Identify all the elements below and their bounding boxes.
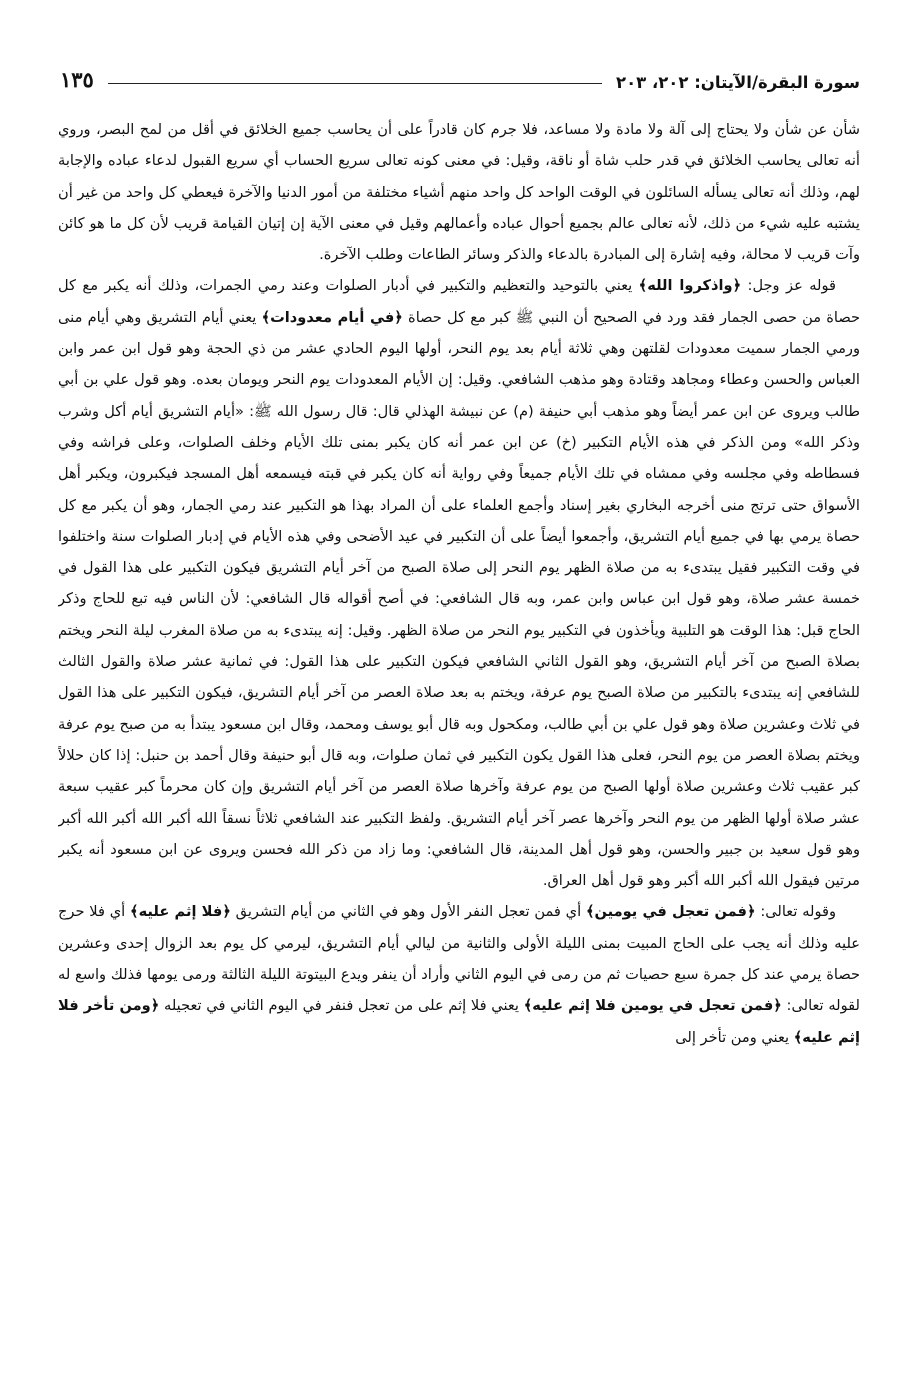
text-segment: أي فلا حرج عليه وذلك أنه يجب على الحاج المبيت بمنى الليلة الأولى والثانية من ليالي أيام التشريق، ليرمي كل يوم بعد الزوال إحدى وعشرين حصاة يرمي عند كل جمرة سبع حصيات ثم من رمى في اليوم الثاني وأراد أن ينفر ويدع البيتوتة الليلة الثالثة ورمى يومها فذلك واسع له لقوله تعالى: — [58, 903, 860, 1015]
text-segment: يعني ومن تأخر إلى — [675, 1028, 794, 1046]
text-segment: يعني أيام التشريق وهي أيام منى ورمي الجمار سميت معدودات لقلتهن وهي ثلاثة أيام بعد يوم النحر، أولها اليوم الحادي عشر من ذي الحجة وهو قول ابن عمر وابن العباس والحسن وعطاء ومجاهد وقتادة وهو مذهب الشافعي. وقيل: إن الأيام المعدودات يوم النحر ويومان بعده. وهو قول علي بن أبي طالب ويروى عن ابن عمر أيضاً وهو مذهب أبي حنيفة (م) عن نبيشة الهذلي قال: قال رسول الله ﷺ: «أيام التشريق أيام أكل وشرب وذكر الله» ومن الذكر في هذه الأيام التكبير (خ) عن ابن عمر أنه كان يكبر بمنى تلك الأيام وخلف الصلوات، وعلى فراشه وفي فسطاطه وفي مجلسه وفي ممشاه في تلك الأيام جميعاً وفي رواية أنه كان يكبر في قبته فيسمعه أهل المسجد فيكبرون، ويكبر أهل الأسواق حتى ترتج منى أخرجه البخاري بغير إسناد وأجمع العلماء على أن المراد بهذا هو التكبير عند رمي الجمار، وهو أن يكبر مع كل حصاة يرمي بها في جميع أيام التشريق، وأجمعوا أيضاً على أن التكبير في عيد الأضحى وفي هذه الأيام في إدبار الصلوات سنة واختلفوا في وقت التكبير فقيل يبتدىء به من صلاة الظهر يوم النحر إلى صلاة الصبح من آخر أيام التشريق فيكون التكبير على هذا القول في خمسة عشر صلاة، وهو قول ابن عباس وابن عمر، وبه قال الشافعي: في أصح أقواله قال الشافعي: لأن الناس فيه تبع للحاج وذكر الحاج قبل: هذا الوقت هو التلبية ويأخذون في التكبير يوم النحر من صلاة الظهر. وقيل: إنه يبتدىء به من صلاة المغرب ليلة النحر ويختم بصلاة الصبح من آخر أيام التشريق، وهو القول الثاني الشافعي فيكون التكبير على هذا القول: في ثمانية عشر صلاة والقول الثالث للشافعي إنه يبتدىء بالتكبير من صلاة الصبح يوم عرفة، ويختم به بعد صلاة العصر من آخر أيام التشريق، فيكون التكبير على هذا القول في ثلاث وعشرين صلاة وهو قول علي بن أبي طالب، ومكحول وبه قال أبو يوسف ومحمد، وقال ابن مسعود يبتدأ به من صبح يوم عرفة ويختم بصلاة العصر من يوم النحر، فعلى هذا القول يكون التكبير في ثمان صلوات، وبه قال أبو حنيفة وقال أحمد بن حنبل: إذا كان حلالاً كبر عقيب ثلاث وعشرين صلاة أولها الصبح من يوم عرفة وآخرها صلاة العصر من آخر أيام التشريق وإن كان محرماً كبر عقيب سبعة عشر صلاة أولها الظهر من يوم النحر وآخرها عصر آخر أيام التشريق. ولفظ التكبير عند الشافعي ثلاثاً نسقاً الله أكبر الله أكبر الله أكبر وهو قول سعيد بن جبير والحسن، وهو قول أهل المدينة، قال الشافعي: وما زاد من ذكر الله فحسن ويروى عن ابن مسعود أنه يكبر مرتين فيقول الله أكبر الله أكبر وهو قول أهل العراق. — [58, 308, 860, 890]
header-rule — [108, 83, 602, 84]
running-header — [60, 52, 860, 92]
text-segment: قوله عز وجل: — [741, 277, 836, 295]
text-segment: يعني بالتوحيد والتعظيم والتكبير في أدبار الصلوات وعند رمي الجمرات، وذلك أنه يكبر مع كل حصاة من حصى الجمار فقد ورد في الصحيح أن النبي ﷺ كبر مع كل حصاة — [58, 277, 860, 326]
quran-quote: ﴿ومن تأخر فلا إثم عليه﴾ — [58, 997, 860, 1046]
text-segment: وقوله تعالى: — [755, 903, 837, 921]
text-segment: شأن عن شأن ولا يحتاج إلى آلة ولا مادة ولا مساعد، فلا جرم كان قادراً على أن يحاسب جميع الخلائق في أقل من لمح البصر، وروي أنه تعالى يحاسب الخلائق في قدر حلب شاة أو ناقة، وقيل: في معنى كونه تعالى سريع الحساب أي سريع القبول لدعاء عباده والإجابة لهم، وذلك أنه تعالى يسأله السائلون في الوقت الواحد كل واحد منهم أشياء مختلفة من أمور الدنيا والآخرة فيعطي كل واحد من غير أن يشتبه عليه شيء من ذلك، لأنه تعالى عالم بجميع أحوال عباده وأعمالهم وقيل في معنى الآية إن إتيان القيامة قريب لأن كل ما هو كائن وآت قريب لا محالة، وفيه إشارة إلى المبادرة بالدعاء والذكر وسائر الطاعات وطلب الآخرة. — [58, 121, 860, 264]
surah-header-title: سورة البقرة/الآيتان: ٢٠٢، ٢٠٣ — [616, 73, 860, 92]
quran-quote: ﴿في أيام معدودات﴾ — [261, 308, 403, 326]
paragraph-3 — [58, 896, 860, 1052]
quran-quote: ﴿فمن تعجل في يومين﴾ — [585, 903, 756, 921]
quran-quote: ﴿فمن تعجل في يومين فلا إثم عليه﴾ — [523, 997, 782, 1015]
quran-quote: ﴿فلا إثم عليه﴾ — [130, 903, 231, 921]
text-segment: يعني فلا إثم على من تعجل فنفر في اليوم الثاني في تعجيله — [159, 997, 524, 1015]
quran-quote: ﴿واذكروا الله﴾ — [638, 277, 742, 295]
text-segment: أي فمن تعجل النفر الأول وهو في الثاني من أيام التشريق — [230, 903, 586, 921]
commentary-body — [58, 114, 860, 1364]
page-number: ١٣٥ — [60, 67, 94, 92]
paragraph-2 — [58, 270, 860, 896]
paragraph-1 — [58, 114, 860, 270]
